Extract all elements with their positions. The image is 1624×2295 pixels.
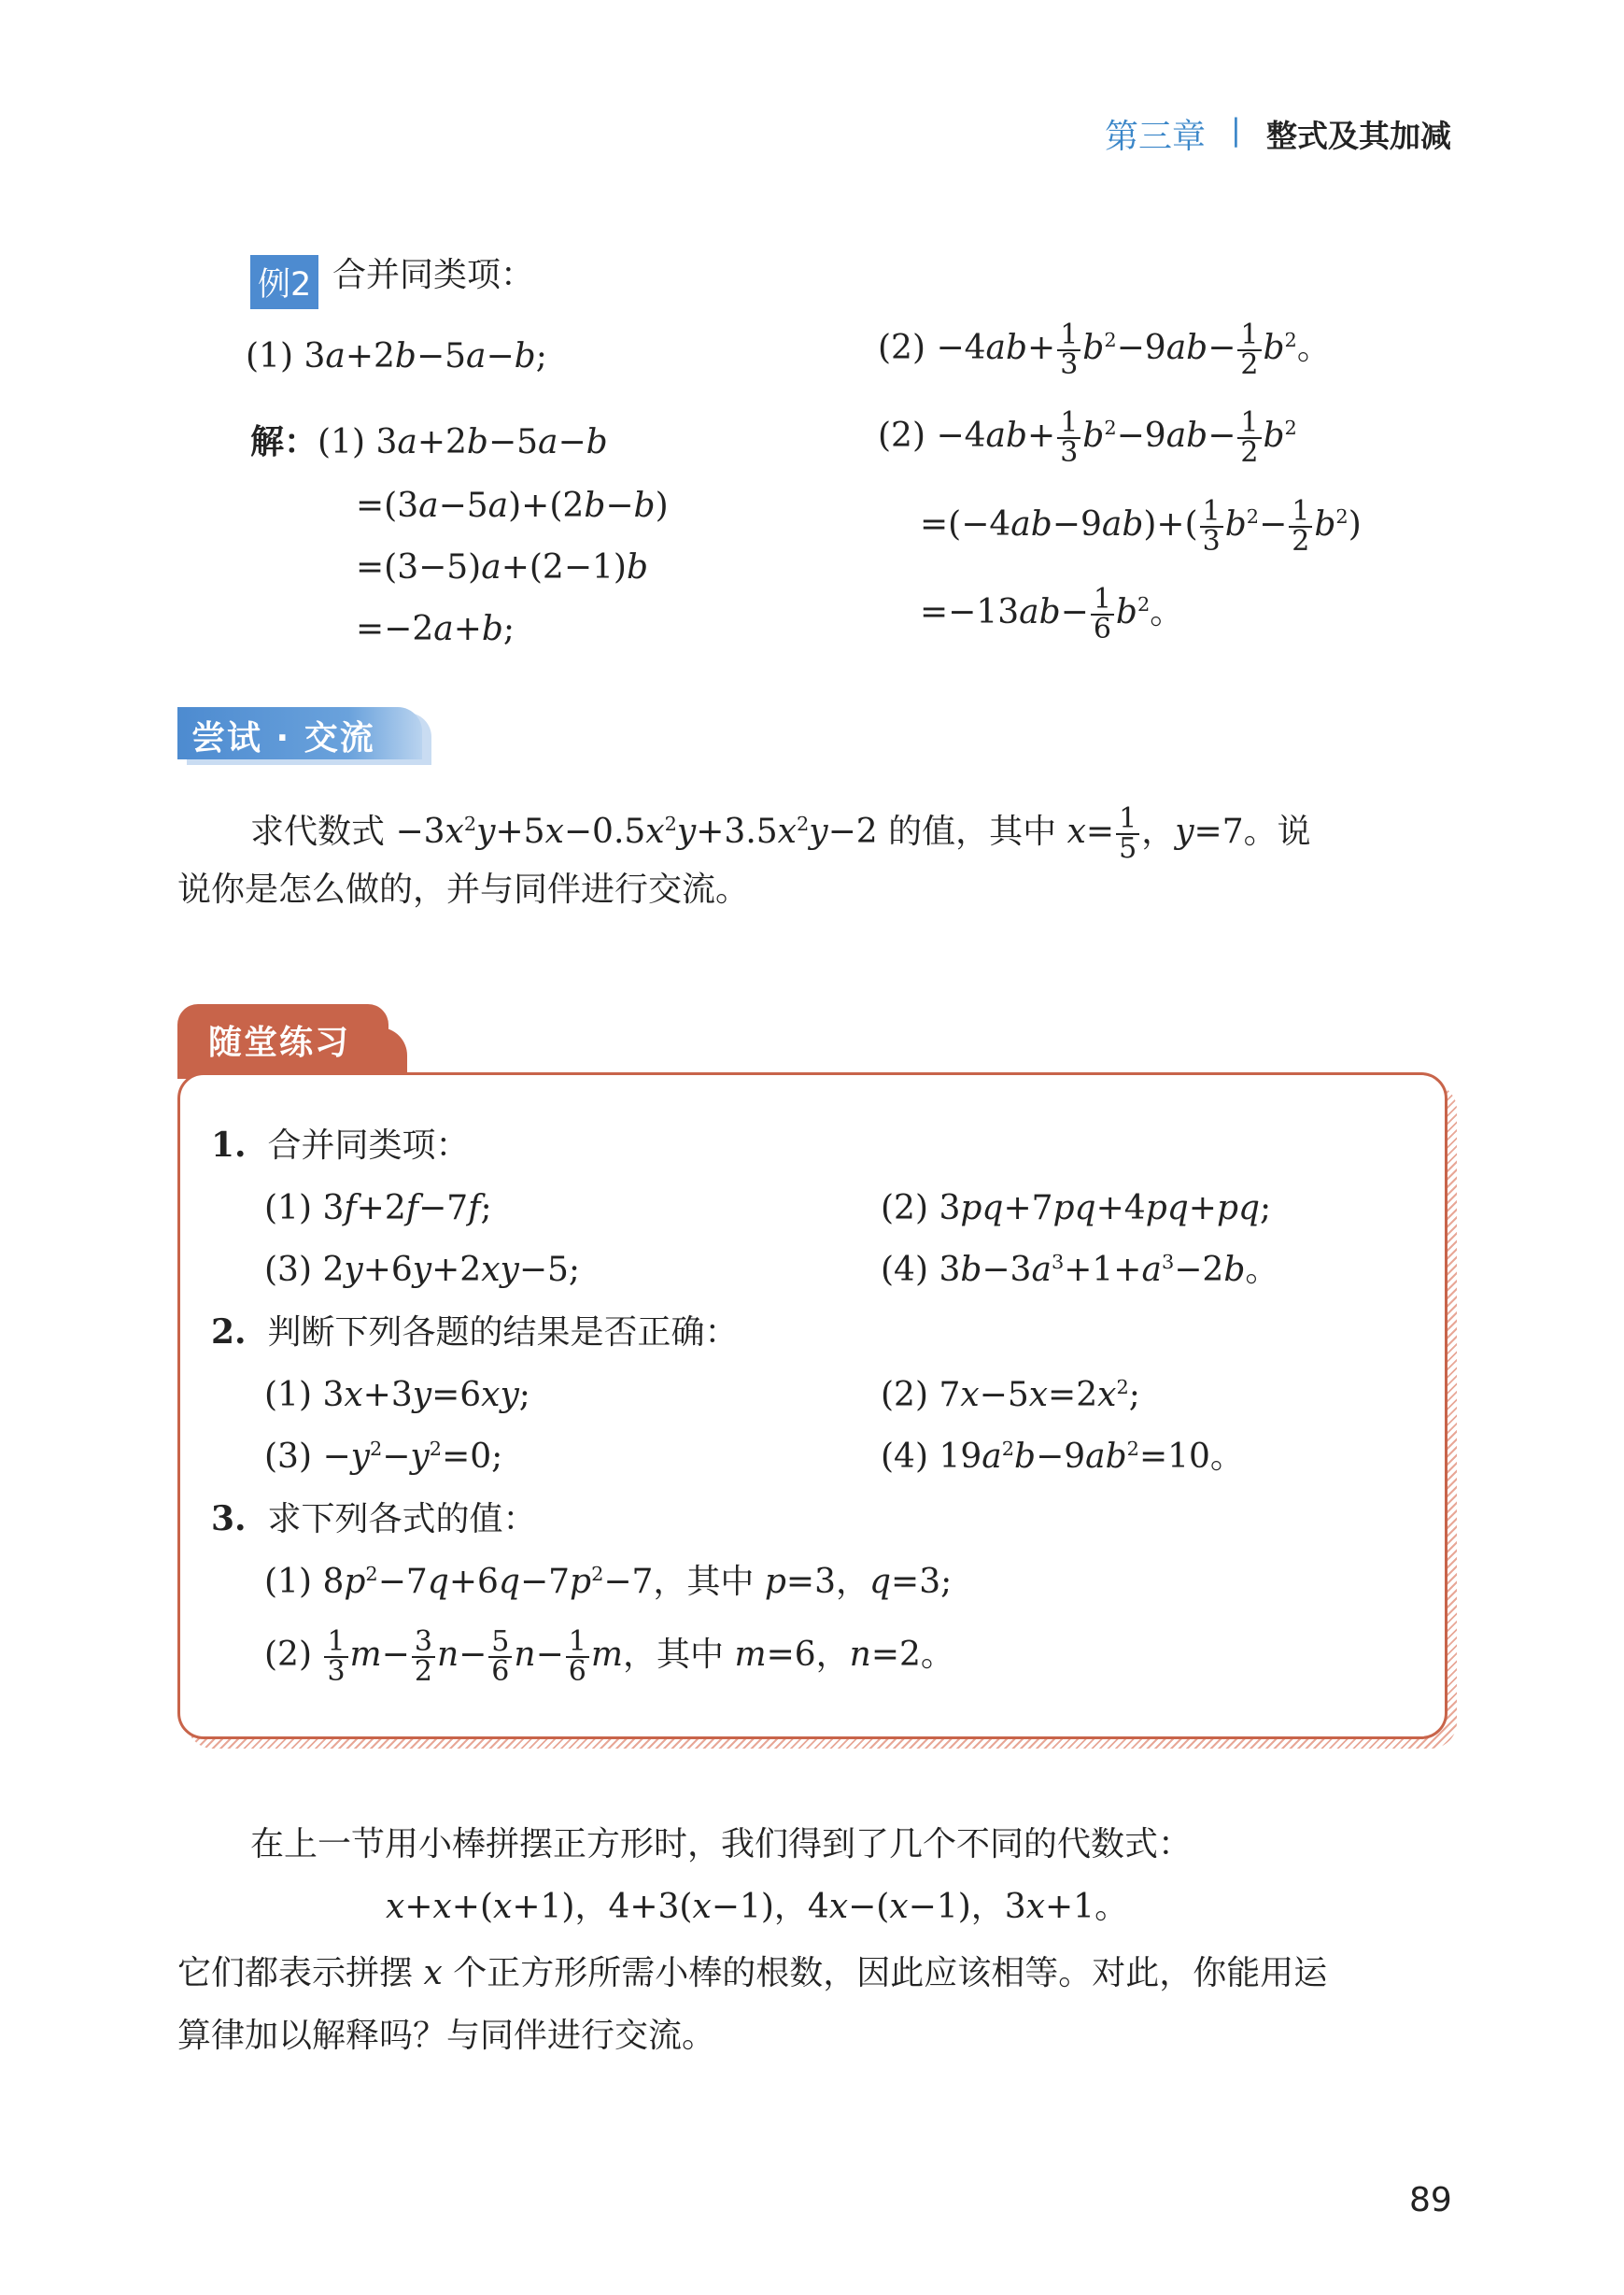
solution-label: 解：	[250, 423, 318, 461]
try-section-title: 尝试 · 交流	[191, 719, 375, 758]
solution-1-line-2: =(3a−5a)+(2b−b)	[356, 487, 669, 525]
practice-q2-3: $(3) -y^2-y^2=0$;	[264, 1438, 503, 1476]
solution-1-line-4: =−2a+b;	[356, 610, 515, 648]
chapter-label: 第三章	[1105, 118, 1207, 156]
practice-title: 随堂练习	[208, 1024, 351, 1062]
practice-q1-4: (4) $3b-3a^3+1+a^3-2b$。	[881, 1251, 1279, 1289]
solution-2-line-1: (2) −4ab+ $\frac{1}{3}$ $b^2-9ab-$ $\frac{1}{2}$ $b^2$	[878, 406, 1297, 469]
practice-q2-4: (4) $19a^2b-9ab^2=10$。	[881, 1438, 1244, 1476]
practice-q2: 2. 判断下列各题的结果是否正确：	[211, 1312, 739, 1352]
closing-line-3: 它们都表示拼摆 x 个正方形所需小棒的根数，因此应该相等。对此，你能用运	[177, 1954, 1328, 1992]
practice-q1-3: (3) 2y+6y+2xy−5;	[264, 1251, 581, 1289]
solution-2-line-2: =(−4ab−9ab)+( $\frac{1}{3}$ $b^2-$ $\frac{1}{2}$ $b^2$)	[920, 495, 1362, 558]
practice-q3-2: (2) $\frac{1}{3}$ m− $\frac{3}{2}$ n− $\frac{5}{6}$ n− $\frac{1}{6}$ m，其中 m=6，n=2。	[264, 1625, 954, 1688]
example-label: 例2	[250, 255, 318, 309]
practice-q3-1: (1) $8p^2-7q+6q-7p^2-7$，其中 p=3，q=3;	[264, 1563, 953, 1601]
solution-1-line-1: 解：(1) 3a+2b−5a−b	[250, 423, 608, 461]
page-number: 89	[1409, 2181, 1452, 2219]
example-problem-1: (1) 3a+2b−5a−b;	[246, 337, 547, 375]
practice-q1: 1. 合并同类项：	[211, 1126, 470, 1165]
try-text-line-1: 求代数式 $-3x^2y+5x-0.5x^2y+3.5x^2y-2$ 的值，其中 x= $\frac{1}{5}$ ，y=7。说	[250, 802, 1311, 865]
header-separator: |	[1231, 112, 1241, 148]
closing-expressions: x+x+(x+1)，4+3(x−1)，4x−(x−1)，3x+1。	[386, 1888, 1129, 1926]
example-title: 合并同类项：	[332, 256, 535, 294]
practice-tab-corner	[379, 1027, 407, 1079]
practice-q1-2: (2) 3pq+7pq+4pq+pq;	[881, 1189, 1272, 1227]
chapter-title: 整式及其加减	[1266, 118, 1451, 154]
closing-line-1: 在上一节用小棒拼摆正方形时，我们得到了几个不同的代数式：	[250, 1825, 1193, 1863]
solution-2-line-3: =−13ab− $\frac{1}{6}$ $b^2$。	[920, 583, 1184, 645]
practice-q2-2: (2) $7x-5x=2x^2$;	[881, 1376, 1140, 1414]
practice-q1-1: (1) 3f+2f−7f;	[264, 1189, 492, 1227]
closing-line-4: 算律加以解释吗？与同伴进行交流。	[177, 2017, 716, 2055]
practice-q3: 3. 求下列各式的值：	[211, 1499, 537, 1538]
try-text-line-2: 说你是怎么做的，并与同伴进行交流。	[177, 871, 750, 909]
solution-1-line-3: =(3−5)a+(2−1)b	[356, 548, 648, 587]
example-problem-2: (2) −4ab+ $\frac{1}{3}$ $b^2-9ab-$ $\frac{1}{2}$ $b^2$。	[878, 319, 1331, 381]
practice-q2-1: (1) 3x+3y=6xy;	[264, 1376, 530, 1414]
